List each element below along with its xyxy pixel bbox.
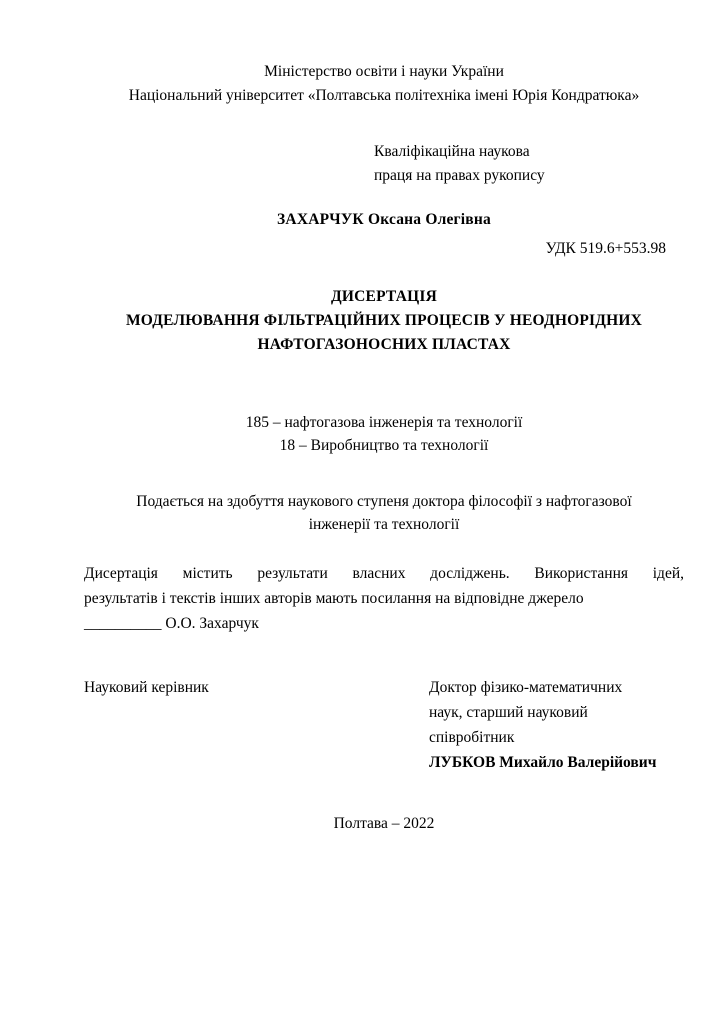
spacer: [84, 261, 684, 285]
dissertation-title-line-2: НАФТОГАЗОНОСНИХ ПЛАСТАХ: [257, 335, 511, 353]
university-line: Національний університет «Полтавська політехніка імені Юрія Кондратюка»: [128, 87, 640, 105]
dissertation-title-line-1: МОДЕЛЮВАННЯ ФІЛЬТРАЦІЙНИХ ПРОЦЕСІВ У НЕОДНОРІДНИХ: [125, 311, 643, 329]
spacer: [84, 807, 684, 815]
spacer: [84, 229, 684, 237]
spacer: [84, 108, 684, 140]
spacer: [84, 397, 684, 411]
supervisor-degree-line-3: співробітник: [429, 728, 515, 746]
supervisor-label: Науковий керівник: [84, 679, 209, 697]
declaration-line-2: результатів і текстів інших авторів мають посилання на відповідне джерело: [84, 590, 584, 608]
ministry-line: Міністерство освіти і науки України: [264, 63, 504, 80]
document-type: ДИСЕРТАЦІЯ: [331, 287, 437, 305]
specialty-line-2: 18 – Виробництво та технології: [279, 437, 489, 455]
declaration-line-1: Дисертація містить результати власних досліджень. Використання ідей,: [84, 564, 684, 582]
spacer: [84, 458, 684, 490]
supervisor-degree-line-1: Доктор фізико-математичних: [429, 679, 623, 697]
place-and-year: Полтава – 2022: [333, 815, 435, 833]
document-body: [84, 60, 684, 833]
spacer: [84, 357, 684, 397]
supervisor-degree-line-2: наук, старший науковий: [429, 704, 588, 722]
supervisor-name: ЛУБКОВ Михайло Валерійович: [429, 753, 657, 771]
manuscript-note-line-1: Кваліфікаційна наукова: [374, 143, 530, 161]
spacer: [84, 187, 684, 211]
spacer: [84, 668, 684, 676]
submission-line-2: інженерії та технології: [308, 516, 460, 534]
supervisor-details: [429, 676, 684, 775]
spacer: [84, 636, 684, 668]
udk-code: УДК 519.6+553.98: [545, 240, 666, 258]
spacer: [84, 537, 684, 561]
author-name: ЗАХАРЧУК Оксана Олегівна: [277, 211, 491, 229]
spacer: [84, 775, 684, 807]
supervisor-block: [84, 676, 684, 775]
declaration-signature: __________ О.О. Захарчук: [84, 615, 259, 633]
submission-line-1: Подається на здобуття наукового ступеня доктора філософії з нафтогазової: [136, 492, 632, 510]
manuscript-note-line-2: праця на правах рукопису: [374, 166, 545, 184]
specialty-line-1: 185 – нафтогазова інженерія та технології: [245, 413, 523, 431]
